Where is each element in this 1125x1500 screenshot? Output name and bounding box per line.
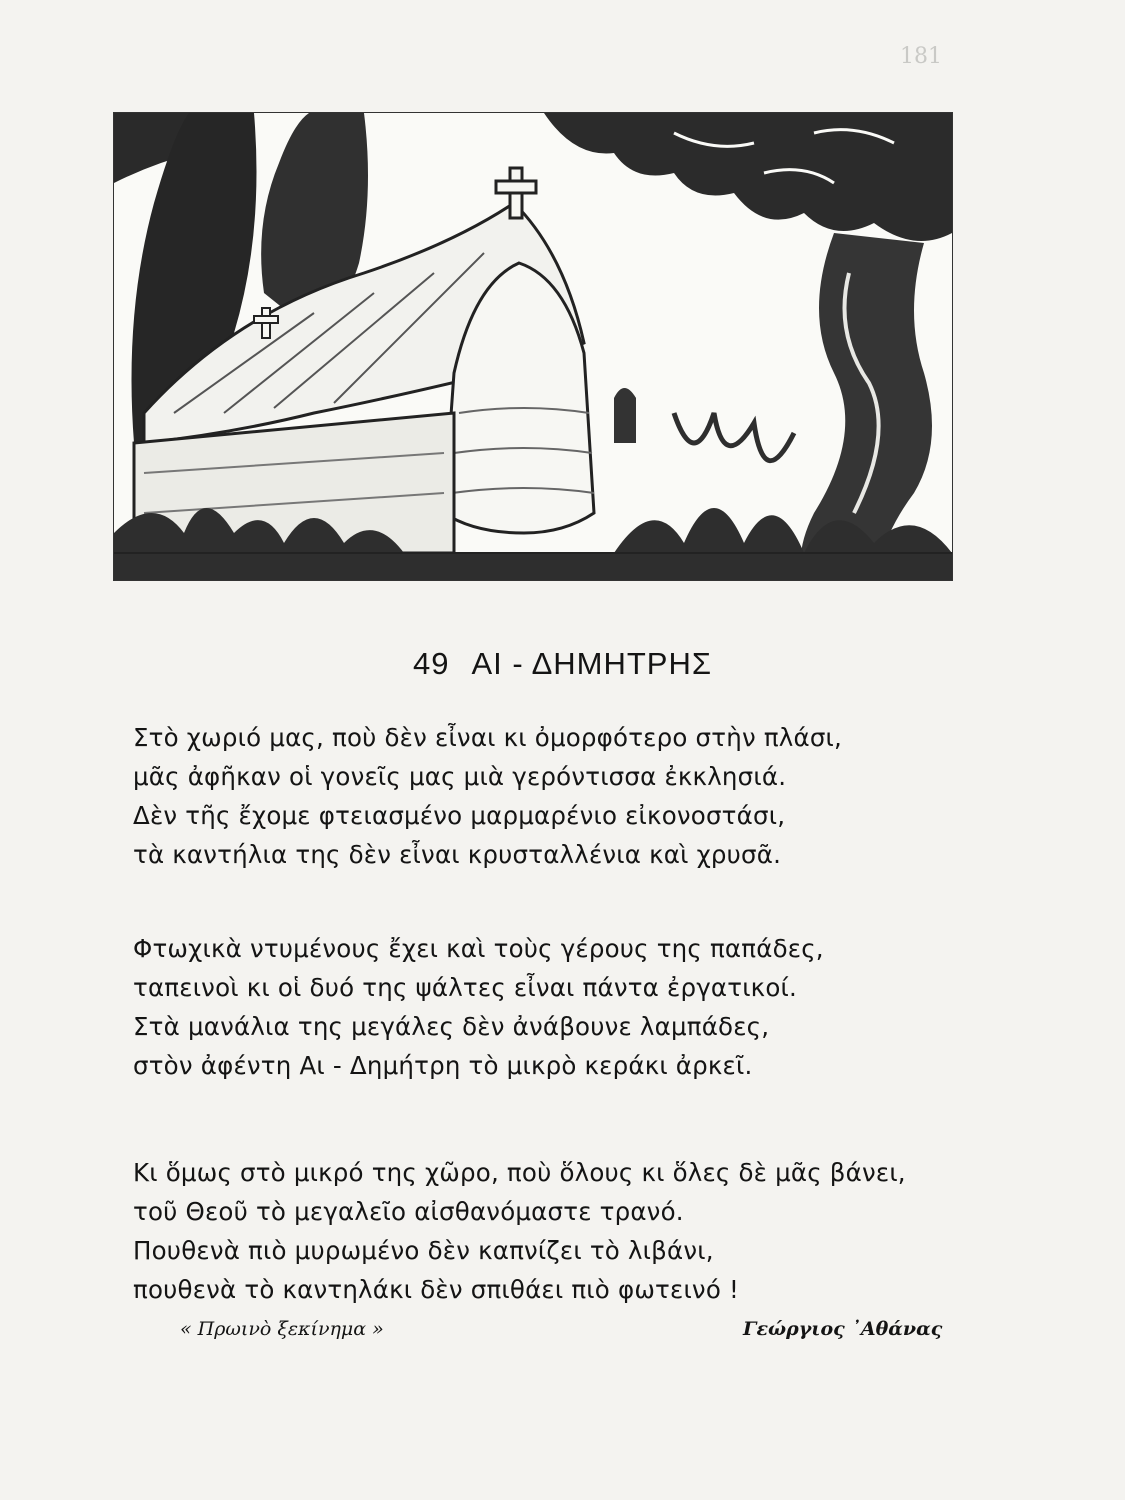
tree-canopy — [544, 113, 952, 241]
poem-line: Φτωχικὰ ντυμένους ἔχει καὶ τοὺς γέρους της παπάδες, — [133, 934, 824, 963]
poem-line: μᾶς ἀφῆκαν οἱ γονεῖς μας μιὰ γερόντισσα ἐκκλησιά. — [133, 762, 787, 791]
poem-line: τὰ καντήλια της δὲν εἶναι κρυσταλλένια καὶ χρυσᾶ. — [133, 840, 782, 869]
poem-author: Γεώργιος ᾿Αθάνας — [743, 1318, 943, 1340]
stanza-1 — [133, 718, 973, 874]
poem-line: Πουθενὰ πιὸ μυρωμένο δὲν καπνίζει τὸ λιβάνι, — [133, 1236, 714, 1265]
poem-line: Στὰ μανάλια της μεγάλες δὲν ἀνάβουνε λαμπάδες, — [133, 1012, 770, 1041]
chapel-drawing — [114, 113, 952, 580]
poem-title — [0, 646, 1125, 682]
poem-line: ταπεινοὶ κι οἱ δυό της ψάλτες εἶναι πάντα ἐργατικοί. — [133, 973, 797, 1002]
poem-line: Στὸ χωριό μας, ποὺ δὲν εἶναι κι ὀμορφότερο στὴν πλάσι, — [133, 723, 843, 752]
poem-line: Κι ὅμως στὸ μικρό της χῶρο, ποὺ ὅλους κι ὅλες δὲ μᾶς βάνει, — [133, 1158, 906, 1187]
chapel-window — [614, 388, 636, 443]
stanza-2 — [133, 929, 973, 1085]
poem-title-text: ΑΙ - ΔΗΜΗΤΡΗΣ — [471, 646, 713, 681]
poem-line: τοῦ Θεοῦ τὸ μεγαλεῖο αἰσθανόμαστε τρανό. — [133, 1197, 684, 1226]
poem-line: πουθενὰ τὸ καντηλάκι δὲν σπιθάει πιὸ φωτεινό ! — [133, 1275, 740, 1304]
grass-blades — [674, 413, 794, 461]
poem-line: στὸν ἀφέντη Αι - Δημήτρη τὸ μικρὸ κεράκι ἀρκεῖ. — [133, 1051, 753, 1080]
poem-number: 49 — [412, 646, 450, 681]
stanza-3 — [133, 1153, 973, 1309]
poem-source: « Πρωινὸ ξεκίνημα » — [180, 1318, 384, 1340]
poem-line: Δὲν τῆς ἔχομε φτειασμένο μαρμαρένιο εἰκονοστάσι, — [133, 801, 786, 830]
page-number: 181 — [900, 44, 942, 69]
chapel-illustration — [113, 112, 953, 581]
